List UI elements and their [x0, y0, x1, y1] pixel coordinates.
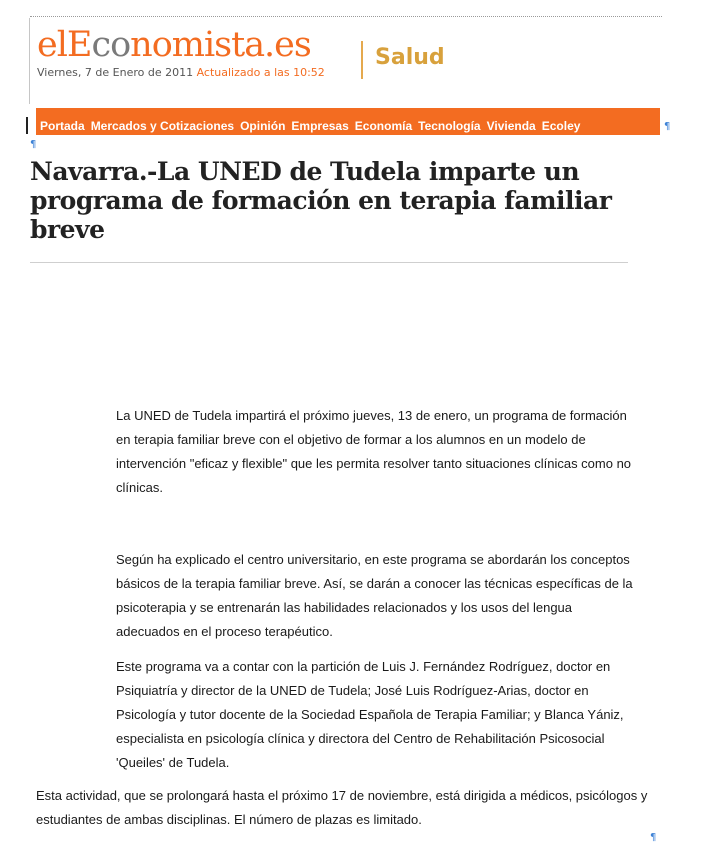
nav-economia[interactable]: Economía — [354, 119, 413, 133]
pilcrow-mark: ¶ — [664, 121, 671, 132]
nav-empresas[interactable]: Empresas — [291, 119, 349, 133]
top-dotted-border — [30, 16, 662, 17]
logo-part-co: co — [91, 25, 131, 65]
logo-part-nomista: nomista.es — [130, 25, 311, 65]
article-paragraph: Según ha explicado el centro universitario, en este programa se abordarán los conceptos básicos de la terapia familiar breve. Así, se darán a conocer las técnicas específicas de la psicoterapia y se entrenarán las habilidades relacionados y los usos del lengua adecuados en el proceso terapéutico. — [116, 552, 633, 639]
main-nav — [36, 107, 658, 135]
text-cursor — [26, 117, 28, 134]
date-line — [37, 66, 325, 80]
nav-mercados[interactable]: Mercados y Cotizaciones — [90, 119, 235, 133]
pilcrow-mark: ¶ — [30, 139, 37, 150]
updated-time: Actualizado a las 10:52 — [196, 66, 325, 79]
section-divider — [361, 41, 363, 79]
nav-end-cap — [657, 108, 660, 135]
article-paragraph: Esta actividad, que se prolongará hasta el próximo 17 de noviembre, está dirigida a médicos, psicólogos y estudiantes de ambas disciplinas. El número de plazas es limitado. — [36, 788, 648, 827]
nav-vivienda[interactable]: Vivienda — [486, 119, 536, 133]
article-title: Navarra.-La UNED de Tudela imparte un programa de formación en terapia familiar breve — [30, 157, 612, 244]
nav-portada[interactable]: Portada — [40, 119, 85, 133]
section-name[interactable]: Salud — [375, 45, 445, 70]
site-logo[interactable] — [37, 24, 311, 66]
pilcrow-mark: ¶ — [650, 832, 657, 843]
current-date: Viernes, 7 de Enero de 2011 — [37, 66, 194, 79]
nav-opinion[interactable]: Opinión — [240, 119, 286, 133]
article-paragraph: Este programa va a contar con la partición de Luis J. Fernández Rodríguez, doctor en Psiquiatría y director de la UNED de Tudela; José Luis Rodríguez-Arias, doctor en Psicología y tutor docente de la Sociedad Española de Terapia Familiar; y Blanca Yániz, especialista en psicología clínica y directora del Centro de Rehabilitación Psicosocial 'Queiles' de Tudela. — [116, 659, 624, 770]
nav-ecoley[interactable]: Ecoley — [541, 119, 581, 133]
logo-part-e: E — [66, 25, 92, 65]
article-paragraph: La UNED de Tudela impartirá el próximo jueves, 13 de enero, un programa de formación en terapia familiar breve con el objetivo de formar a los alumnos en un modelo de intervención "eficaz y flexible" que les permita resolver tanto situaciones clínicas como no clínicas. — [116, 408, 632, 495]
logo-part-el: el — [37, 25, 67, 65]
nav-tecnologia[interactable]: Tecnología — [418, 119, 481, 133]
title-divider — [30, 262, 628, 263]
left-border — [29, 18, 30, 104]
